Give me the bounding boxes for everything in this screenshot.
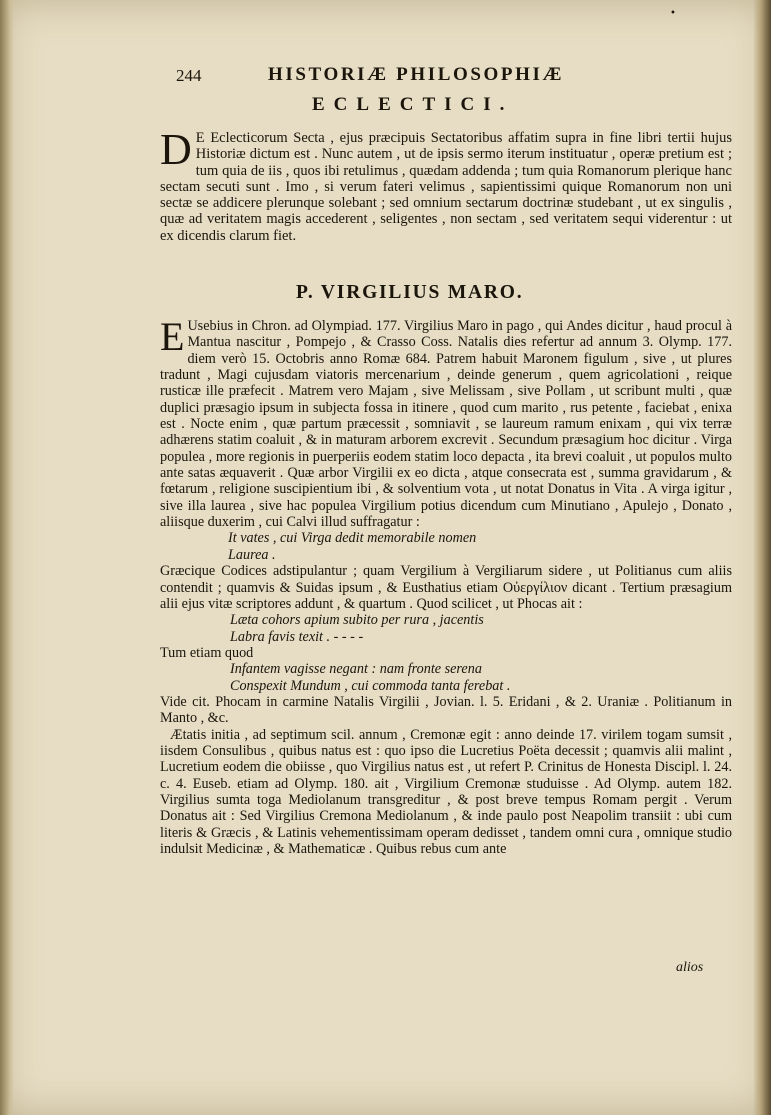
body-text	[160, 314, 732, 857]
page-gutter-shadow	[0, 0, 14, 1115]
section-title: P. VIRGILIUS MARO.	[296, 282, 524, 303]
intro-dropcap: D	[160, 125, 192, 174]
verse-line: Læta cohors apium subito per rura , jacentis	[230, 612, 484, 629]
page-number: 244	[176, 66, 202, 85]
paragraph-1-text: Usebius in Chron. ad Olympiad. 177. Virgilius Maro in pago , qui Andes dicitur , haud procul à Mantua nascitur , Pompejo , & Crasso Coss. Natalis dies refertur ad annum 3. Olymp. 177. diem verò 15. Octobris anno Romæ 684. Patrem habuit Maronem figulum , sive , ut plures tradunt , Magi cujusdam viatoris mercenarium , deinde generum , quem agricolationi , reique rusticæ ille præfecit . Matrem vero Majam , sive Melissam , sive Pollam , ut scribunt multi , quæ duplici præsagio ipsum in subjecta fossa in itinere , quod cum marito , rus petente , faciebat , enixa est . Nocte enim , quæ partum præcessit , somniavit , se laureum ramum enixam , qui vix terræ adhærens statim coaluit , & in maturam arborem excrevit . Secundum præsagium hoc dicitur . Virga populea , more regionis in puerperiis eodem statim loco depacta , ita brevi coaluit , ut populos multo ante satas æquaverit . Quæ arbor Virgilii ex eo dicta , atque consecrata est , summa gravidarum , & fœtarum , religione suscipientium ibi , & solventium vota , ut notat Donatus in Vita . A virga igitur , sive illa laurea , sive hac populea Virgilium potius dicendum cum Minutiano , Apulejo , Donato , aliisque duxerim , cui Calvi illud suffragatur :	[160, 318, 732, 531]
page-edge	[753, 0, 771, 1115]
verse-line: Labra favis texit . - - - -	[230, 628, 364, 645]
paragraph-1	[160, 314, 732, 531]
verse-line: Infantem vagisse negant : nam fronte serena	[230, 661, 482, 678]
paragraph-3: Tum etiam quod	[160, 644, 254, 661]
verse-line: Conspexit Mundum , cui commoda tanta ferebat .	[230, 677, 511, 694]
body-dropcap: E	[160, 314, 185, 359]
verse-line: It vates , cui Virga dedit memorabile nomen	[228, 530, 477, 547]
paragraph-5: Ætatis initia , ad septimum scil. annum , Cremonæ egit : anno deinde 17. virilem togam sumsit , iisdem Consulibus , quibus natus est : quo ipso die Lucretius Poëta decessit ; quamvis alii malint , Lucretium eodem die obiisse , quo Virgilius natus est , ut refert P. Crinitus de Honesta Discipl. l. 24. c. 4. Euseb. etiam ad Olymp. 180. ait , Virgilium Cremonæ studuisse . Ad Olymp. autem 182. Virgilius sumta toga Mediolanum transgreditur , & post breve tempus Romam pergit . Verum Donatus ait : Sed Virgilius Cremona Mediolanum , & inde paulo post Neapolim transiit : ubi cum literis & Græcis , & Latinis vehementissimam operam dedisset , tandem omni cura , omnique studio indulsit Medicinæ , & Mathematicæ . Quibus rebus cum ante	[160, 726, 732, 857]
intro-paragraph	[160, 125, 732, 244]
catchword: alios	[676, 960, 704, 975]
ink-dot: •	[670, 8, 676, 19]
paragraph-2: Græcique Codices adstipulantur ; quam Vergilium à Vergiliarum sidere , ut Politianus cum aliis contendit ; quamvis & Suidas ipsum , & Eusthatius etiam Οὐεργίλιον dicant . Tertium præsagium alii ejus vitæ scriptores addunt , & quartum . Quod scilicet , ut Phocas ait :	[160, 563, 732, 612]
running-head: HISTORIÆ PHILOSOPHIÆ	[268, 64, 565, 85]
intro-text: E Eclecticorum Secta , ejus præcipuis Sectatoribus affatim supra in fine libri tertii hujus Historiæ dictum est . Nunc autem , ut de ipsis sermo iterum instituatur , operæ pretium est ; tum quia de iis , quos ibi retulimus , quædam addenda ; tum quia Romanorum plerique hanc sectam secuti sunt . Imo , si verum fateri velimus , sapientissimi quique Romanorum non uni sectæ se addicere plerunque solebant ; sed omnium sectarum doctrinæ studebant , ut ex singulis , quæ ad veritatem magis accederent , seligentes , non sectam , sed veritatem sequi viderentur : ut ex dicendis clarum fiet.	[160, 130, 732, 244]
section-head: ECLECTICI.	[312, 94, 514, 115]
paragraph-4: Vide cit. Phocam in carmine Natalis Virgilii , Jovian. l. 5. Eridani , & 2. Uraniæ . Politianum in Manto , &c.	[160, 693, 732, 727]
verse-line: Laurea .	[228, 546, 276, 563]
